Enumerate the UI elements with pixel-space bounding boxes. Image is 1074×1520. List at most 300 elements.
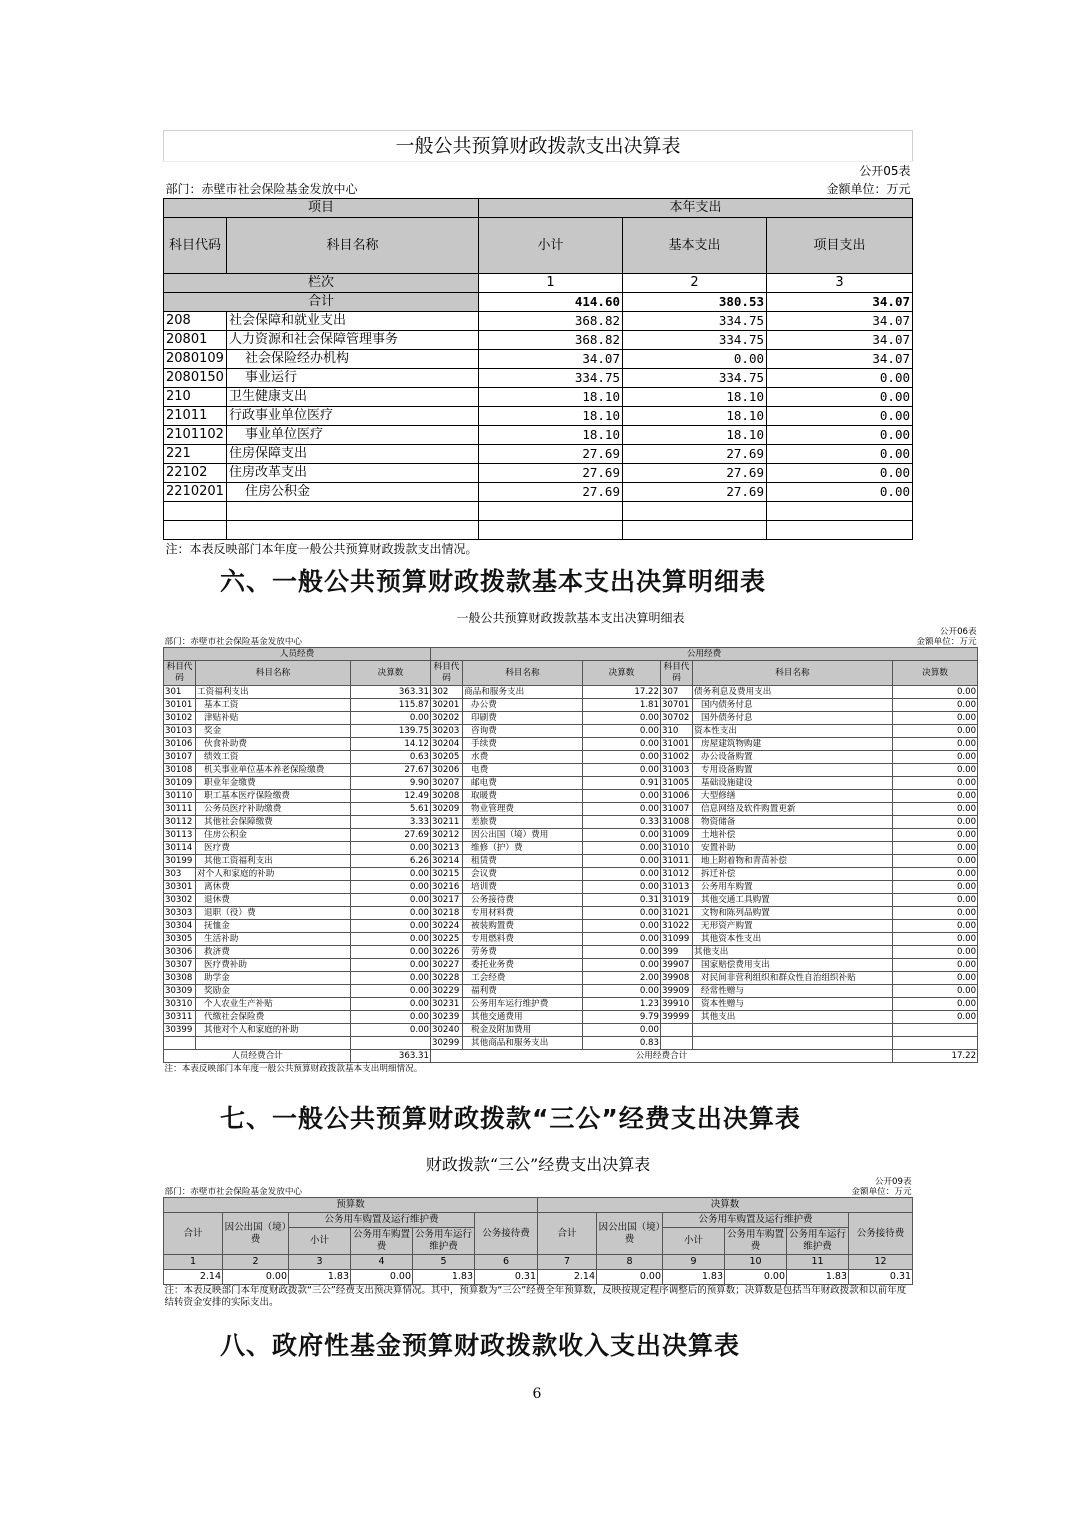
- table-row: [164, 1024, 978, 1037]
- name-cell: 对民间非营利组织和群众性自治组织补贴: [693, 972, 893, 985]
- amount-cell: 0.00: [583, 907, 661, 920]
- code-cell: 30202: [431, 712, 463, 725]
- amount-cell: 0.00: [351, 985, 431, 998]
- value-cell: 2.14: [164, 1270, 223, 1285]
- code-cell: [661, 1024, 693, 1037]
- code-cell: 31001: [661, 738, 693, 751]
- code-cell: 301: [164, 686, 196, 699]
- name-cell: 因公出国（境）费用: [463, 829, 583, 842]
- amount-cell: 0.00: [893, 777, 978, 790]
- header-code: 科目代码: [164, 218, 227, 274]
- section-title-6: 六、一般公共预算财政拨款基本支出决算明细表: [220, 567, 767, 596]
- name-cell: 国外债务付息: [693, 712, 893, 725]
- code-cell: 221: [164, 445, 227, 464]
- header-car-run: 公务用车运行维护费: [787, 1228, 849, 1255]
- name-cell: 物资储备: [693, 816, 893, 829]
- code-cell: 30299: [431, 1037, 463, 1050]
- amount-cell: 0.00: [351, 907, 431, 920]
- table-row: [164, 790, 978, 803]
- name-cell: 印刷费: [463, 712, 583, 725]
- name-cell: 土地补偿: [693, 829, 893, 842]
- name-cell: 资本性赠与: [693, 998, 893, 1011]
- col-number: 9: [663, 1255, 725, 1270]
- col-2: 2: [623, 274, 767, 293]
- table-title: 一般公共预算财政拨款支出决算表: [164, 131, 913, 162]
- name-cell: 维修（护）费: [463, 842, 583, 855]
- basic-cell: 0.00: [623, 350, 767, 369]
- header-car-buy: 公务用车购置费: [351, 1228, 413, 1255]
- amount-cell: 6.26: [351, 855, 431, 868]
- name-cell: [196, 1037, 351, 1050]
- amount-cell: 0.00: [351, 946, 431, 959]
- basic-cell: 27.69: [623, 464, 767, 483]
- code-cell: 30399: [164, 1024, 196, 1037]
- value-cell: 0.31: [849, 1270, 913, 1285]
- name-cell: 行政事业单位医疗: [227, 407, 479, 426]
- header-name: 科目名称: [196, 661, 351, 686]
- value-cell: 0.00: [725, 1270, 787, 1285]
- col-number: 2: [223, 1255, 289, 1270]
- table-row: [164, 803, 978, 816]
- name-cell: 其他交通工具购置: [693, 894, 893, 907]
- section-title-7: 七、一般公共预算财政拨款“三公”经费支出决算表: [220, 1104, 801, 1133]
- code-cell: 30224: [431, 920, 463, 933]
- table-row: [164, 712, 978, 725]
- personnel-total-label: 人员经费合计: [164, 1050, 351, 1063]
- header-amount: 决算数: [351, 661, 431, 686]
- code-cell: 30209: [431, 803, 463, 816]
- basic-cell: 334.75: [623, 331, 767, 350]
- name-cell: 无形资产购置: [693, 920, 893, 933]
- code-cell: [164, 1037, 196, 1050]
- code-cell: 30103: [164, 725, 196, 738]
- table-row: [164, 407, 913, 426]
- header-col: 栏次: [164, 274, 479, 293]
- name-cell: 机关事业单位基本养老保险缴费: [196, 764, 351, 777]
- amount-cell: 0.00: [583, 946, 661, 959]
- amount-cell: 0.31: [583, 894, 661, 907]
- table-row: [164, 445, 913, 464]
- table-row: [164, 959, 978, 972]
- header-subtotal: 小计: [663, 1228, 725, 1255]
- name-cell: 公务用车运行维护费: [463, 998, 583, 1011]
- code-cell: 30231: [431, 998, 463, 1011]
- project-cell: 0.00: [767, 464, 913, 483]
- table-row: [164, 426, 913, 445]
- name-cell: 基本工资: [196, 699, 351, 712]
- amount-cell: 0.00: [893, 829, 978, 842]
- name-cell: 住房公积金: [196, 829, 351, 842]
- header-name: 科目名称: [693, 661, 893, 686]
- project-cell: 34.07: [767, 350, 913, 369]
- amount-cell: 0.91: [583, 777, 661, 790]
- name-cell: 工资福利支出: [196, 686, 351, 699]
- table-row: [164, 855, 978, 868]
- code-cell: 30310: [164, 998, 196, 1011]
- amount-cell: [351, 1037, 431, 1050]
- name-cell: 住房改革支出: [227, 464, 479, 483]
- table-code: 公开05表: [859, 164, 911, 178]
- amount-cell: 17.22: [583, 686, 661, 699]
- name-cell: 基础设施建设: [693, 777, 893, 790]
- name-cell: 国家赔偿费用支出: [693, 959, 893, 972]
- name-cell: 被装购置费: [463, 920, 583, 933]
- subtotal-cell: 18.10: [479, 426, 623, 445]
- code-cell: 30225: [431, 933, 463, 946]
- table-row: [164, 881, 978, 894]
- name-cell: 卫生健康支出: [227, 388, 479, 407]
- code-cell: 30109: [164, 777, 196, 790]
- code-cell: 30208: [431, 790, 463, 803]
- table-row: [164, 350, 913, 369]
- name-cell: 公务接待费: [463, 894, 583, 907]
- amount-cell: 27.69: [351, 829, 431, 842]
- amount-cell: 0.00: [893, 686, 978, 699]
- header-car-run: 公务用车运行维护费: [413, 1228, 475, 1255]
- header-current: 本年支出: [479, 199, 913, 218]
- amount-cell: 0.00: [583, 855, 661, 868]
- col-number: 1: [164, 1255, 223, 1270]
- code-cell: 30214: [431, 855, 463, 868]
- table-row: [164, 388, 913, 407]
- header-name: 科目名称: [463, 661, 583, 686]
- code-cell: 39909: [661, 985, 693, 998]
- code-cell: 30113: [164, 829, 196, 842]
- name-cell: 其他工资福利支出: [196, 855, 351, 868]
- table-row: [164, 686, 978, 699]
- amount-cell: 0.00: [893, 855, 978, 868]
- amount-cell: 0.00: [583, 712, 661, 725]
- section-title-8: 八、政府性基金预算财政拨款收入支出决算表: [220, 1331, 741, 1360]
- code-cell: 30205: [431, 751, 463, 764]
- subtotal-cell: 18.10: [479, 407, 623, 426]
- amount-cell: 0.00: [351, 712, 431, 725]
- code-cell: 399: [661, 946, 693, 959]
- amount-cell: 1.81: [583, 699, 661, 712]
- code-cell: 30207: [431, 777, 463, 790]
- code-cell: [661, 1037, 693, 1050]
- name-cell: 住房公积金: [227, 483, 479, 502]
- name-cell: 专用燃料费: [463, 933, 583, 946]
- name-cell: 医疗费: [196, 842, 351, 855]
- code-cell: 30229: [431, 985, 463, 998]
- table-row: [164, 920, 978, 933]
- code-cell: 310: [661, 725, 693, 738]
- table-row: [164, 985, 978, 998]
- amount-cell: 115.87: [351, 699, 431, 712]
- amount-cell: 0.00: [893, 803, 978, 816]
- amount-cell: 0.00: [893, 907, 978, 920]
- code-cell: 30305: [164, 933, 196, 946]
- name-cell: 绩效工资: [196, 751, 351, 764]
- name-cell: 地上附着物和青苗补偿: [693, 855, 893, 868]
- name-cell: 其他交通费用: [463, 1011, 583, 1024]
- name-cell: 咨询费: [463, 725, 583, 738]
- amount-cell: 27.67: [351, 764, 431, 777]
- col-1: 1: [479, 274, 623, 293]
- basic-cell: 334.75: [623, 369, 767, 388]
- basic-cell: 18.10: [623, 388, 767, 407]
- code-cell: 30301: [164, 881, 196, 894]
- table-row: [164, 998, 978, 1011]
- table-row: [164, 699, 978, 712]
- table-row: [164, 483, 913, 502]
- header-item: 项目: [164, 199, 479, 218]
- header-code: 科目代码: [431, 661, 463, 686]
- department-label: 部门：赤壁市社会保险基金发放中心: [164, 1187, 303, 1197]
- amount-cell: 1.23: [583, 998, 661, 1011]
- amount-cell: 0.00: [893, 972, 978, 985]
- amount-cell: 0.00: [583, 920, 661, 933]
- name-cell: 专用设备购置: [693, 764, 893, 777]
- code-cell: 31008: [661, 816, 693, 829]
- project-cell: 0.00: [767, 426, 913, 445]
- code-cell: 30101: [164, 699, 196, 712]
- header-reception: 公务接待费: [849, 1213, 913, 1255]
- amount-cell: 0.00: [351, 972, 431, 985]
- table-row: [164, 312, 913, 331]
- amount-cell: 0.00: [583, 764, 661, 777]
- project-cell: 0.00: [767, 388, 913, 407]
- table-row: [164, 868, 978, 881]
- table-row: [164, 331, 913, 350]
- subtotal-cell: 18.10: [479, 388, 623, 407]
- code-cell: 31019: [661, 894, 693, 907]
- code-cell: 31021: [661, 907, 693, 920]
- table-row: [164, 751, 978, 764]
- header-reception: 公务接待费: [475, 1213, 538, 1255]
- name-cell: 其他商品和服务支出: [463, 1037, 583, 1050]
- name-cell: 事业运行: [227, 369, 479, 388]
- amount-cell: 0.00: [583, 751, 661, 764]
- table-row: [164, 829, 978, 842]
- col-number: 6: [475, 1255, 538, 1270]
- amount-cell: 5.61: [351, 803, 431, 816]
- name-cell: 水费: [463, 751, 583, 764]
- name-cell: 经常性赠与: [693, 985, 893, 998]
- public-total-label: 公用经费合计: [431, 1050, 893, 1063]
- total-basic: 380.53: [623, 293, 767, 312]
- col-number: 8: [597, 1255, 663, 1270]
- table-note: 注：本表反映部门本年度一般公共预算财政拨款基本支出明细情况。: [164, 1064, 423, 1074]
- basic-cell: 18.10: [623, 426, 767, 445]
- code-cell: 307: [661, 686, 693, 699]
- amount-cell: 0.00: [893, 959, 978, 972]
- table-code: 公开06表: [939, 627, 977, 637]
- header-budget: 预算数: [164, 1198, 538, 1213]
- table-09: [163, 1153, 913, 1309]
- subtotal-cell: 334.75: [479, 369, 623, 388]
- col-number: 10: [725, 1255, 787, 1270]
- name-cell: 信息网络及软件购置更新: [693, 803, 893, 816]
- table-row: [164, 972, 978, 985]
- col-3: 3: [767, 274, 913, 293]
- name-cell: 邮电费: [463, 777, 583, 790]
- amount-cell: 9.79: [583, 1011, 661, 1024]
- amount-cell: 0.00: [583, 1024, 661, 1037]
- code-cell: 30701: [661, 699, 693, 712]
- code-cell: 210: [164, 388, 227, 407]
- code-cell: 302: [431, 686, 463, 699]
- value-cell: 0.00: [351, 1270, 413, 1285]
- code-cell: 31013: [661, 881, 693, 894]
- name-cell: [693, 1024, 893, 1037]
- amount-cell: 0.83: [583, 1037, 661, 1050]
- table-row: [164, 369, 913, 388]
- header-final: 决算数: [538, 1198, 913, 1213]
- amount-cell: 0.00: [893, 842, 978, 855]
- code-cell: 30212: [431, 829, 463, 842]
- name-cell: 个人农业生产补贴: [196, 998, 351, 1011]
- amount-cell: 0.00: [583, 803, 661, 816]
- name-cell: 税金及附加费用: [463, 1024, 583, 1037]
- unit-label: 金额单位：万元: [916, 637, 977, 647]
- code-cell: 2101102: [164, 426, 227, 445]
- code-cell: 39910: [661, 998, 693, 1011]
- code-cell: 30217: [431, 894, 463, 907]
- code-cell: 30302: [164, 894, 196, 907]
- code-cell: 39999: [661, 1011, 693, 1024]
- code-cell: 21011: [164, 407, 227, 426]
- value-cell: 1.83: [663, 1270, 725, 1285]
- amount-cell: 0.00: [893, 751, 978, 764]
- code-cell: 30215: [431, 868, 463, 881]
- name-cell: 其他社会保障缴费: [196, 816, 351, 829]
- code-cell: 22102: [164, 464, 227, 483]
- project-cell: 0.00: [767, 445, 913, 464]
- name-cell: 其他支出: [693, 1011, 893, 1024]
- code-cell: 30204: [431, 738, 463, 751]
- header-car: 公务用车购置及运行维护费: [289, 1213, 475, 1228]
- amount-cell: 0.00: [893, 712, 978, 725]
- name-cell: 津贴补贴: [196, 712, 351, 725]
- amount-cell: 0.00: [893, 790, 978, 803]
- amount-cell: 0.00: [351, 842, 431, 855]
- name-cell: 生活补助: [196, 933, 351, 946]
- code-cell: 30201: [431, 699, 463, 712]
- amount-cell: 0.00: [351, 920, 431, 933]
- code-cell: 30306: [164, 946, 196, 959]
- basic-cell: 334.75: [623, 312, 767, 331]
- table-06: [163, 609, 978, 1075]
- code-cell: 30111: [164, 803, 196, 816]
- amount-cell: 0.00: [583, 829, 661, 842]
- col-number: 7: [538, 1255, 597, 1270]
- table-note: 注：本表反映部门本年度财政拨款“三公”经费支出预决算情况。其中，预算数为“三公”经费全年预算数，反映按规定程序调整后的预算数；决算数是包括当年财政拨款和以前年度结转资金安排的实际支出。: [164, 1285, 907, 1308]
- amount-cell: 0.00: [893, 894, 978, 907]
- total-subtotal: 414.60: [479, 293, 623, 312]
- name-cell: 手续费: [463, 738, 583, 751]
- table-row: [164, 1037, 978, 1050]
- name-cell: 助学金: [196, 972, 351, 985]
- amount-cell: 0.00: [583, 868, 661, 881]
- amount-cell: 0.00: [893, 946, 978, 959]
- name-cell: 工会经费: [463, 972, 583, 985]
- amount-cell: 0.00: [583, 842, 661, 855]
- header-subtotal: 小计: [289, 1228, 351, 1255]
- value-cell: 0.00: [597, 1270, 663, 1285]
- amount-cell: 0.00: [583, 985, 661, 998]
- code-cell: 30213: [431, 842, 463, 855]
- col-number: 12: [849, 1255, 913, 1270]
- table-row: [164, 946, 978, 959]
- code-cell: 30110: [164, 790, 196, 803]
- table-row: [164, 894, 978, 907]
- value-cell: 1.83: [413, 1270, 475, 1285]
- code-cell: 30199: [164, 855, 196, 868]
- name-cell: 专用材料费: [463, 907, 583, 920]
- code-cell: 30106: [164, 738, 196, 751]
- table-row: [164, 725, 978, 738]
- name-cell: 事业单位医疗: [227, 426, 479, 445]
- code-cell: 30112: [164, 816, 196, 829]
- subtotal-cell: 27.69: [479, 483, 623, 502]
- table-row: [164, 907, 978, 920]
- amount-cell: 0.00: [893, 764, 978, 777]
- code-cell: 303: [164, 868, 196, 881]
- name-cell: 其他对个人和家庭的补助: [196, 1024, 351, 1037]
- amount-cell: 0.00: [893, 881, 978, 894]
- department-label: 部门：赤壁市社会保险基金发放中心: [165, 182, 358, 196]
- table-note: 注：本表反映部门本年度一般公共预算财政拨款支出情况。: [165, 542, 478, 556]
- table-row: [164, 842, 978, 855]
- amount-cell: 0.00: [351, 998, 431, 1011]
- name-cell: 住房保障支出: [227, 445, 479, 464]
- code-cell: 30211: [431, 816, 463, 829]
- name-cell: 物业管理费: [463, 803, 583, 816]
- code-cell: 2080150: [164, 369, 227, 388]
- code-cell: 31003: [661, 764, 693, 777]
- code-cell: 30304: [164, 920, 196, 933]
- value-cell: 1.83: [787, 1270, 849, 1285]
- header-car-buy: 公务用车购置费: [725, 1228, 787, 1255]
- code-cell: 30203: [431, 725, 463, 738]
- name-cell: 大型修缮: [693, 790, 893, 803]
- amount-cell: 12.49: [351, 790, 431, 803]
- amount-cell: 0.00: [351, 894, 431, 907]
- amount-cell: 0.00: [583, 959, 661, 972]
- code-cell: 2080109: [164, 350, 227, 369]
- name-cell: 公务员医疗补助缴费: [196, 803, 351, 816]
- amount-cell: 2.00: [583, 972, 661, 985]
- total-label: 合计: [164, 293, 479, 312]
- name-cell: [693, 1037, 893, 1050]
- code-cell: 30239: [431, 1011, 463, 1024]
- name-cell: 医疗费补助: [196, 959, 351, 972]
- code-cell: 30226: [431, 946, 463, 959]
- amount-cell: 0.00: [583, 725, 661, 738]
- amount-cell: 0.00: [893, 998, 978, 1011]
- project-cell: 0.00: [767, 483, 913, 502]
- header-basic: 基本支出: [623, 218, 767, 274]
- code-cell: 30206: [431, 764, 463, 777]
- code-cell: 30309: [164, 985, 196, 998]
- name-cell: 福利费: [463, 985, 583, 998]
- table-row: [164, 1011, 978, 1024]
- header-personnel: 人员经费: [164, 648, 431, 661]
- col-number: 4: [351, 1255, 413, 1270]
- unit-label: 金额单位：万元: [851, 1187, 912, 1197]
- amount-cell: 0.00: [351, 1024, 431, 1037]
- amount-cell: 139.75: [351, 725, 431, 738]
- code-cell: 30702: [661, 712, 693, 725]
- amount-cell: 0.00: [351, 933, 431, 946]
- subtotal-cell: 27.69: [479, 464, 623, 483]
- basic-cell: 27.69: [623, 483, 767, 502]
- code-cell: 31006: [661, 790, 693, 803]
- amount-cell: 0.00: [583, 881, 661, 894]
- name-cell: 奖励金: [196, 985, 351, 998]
